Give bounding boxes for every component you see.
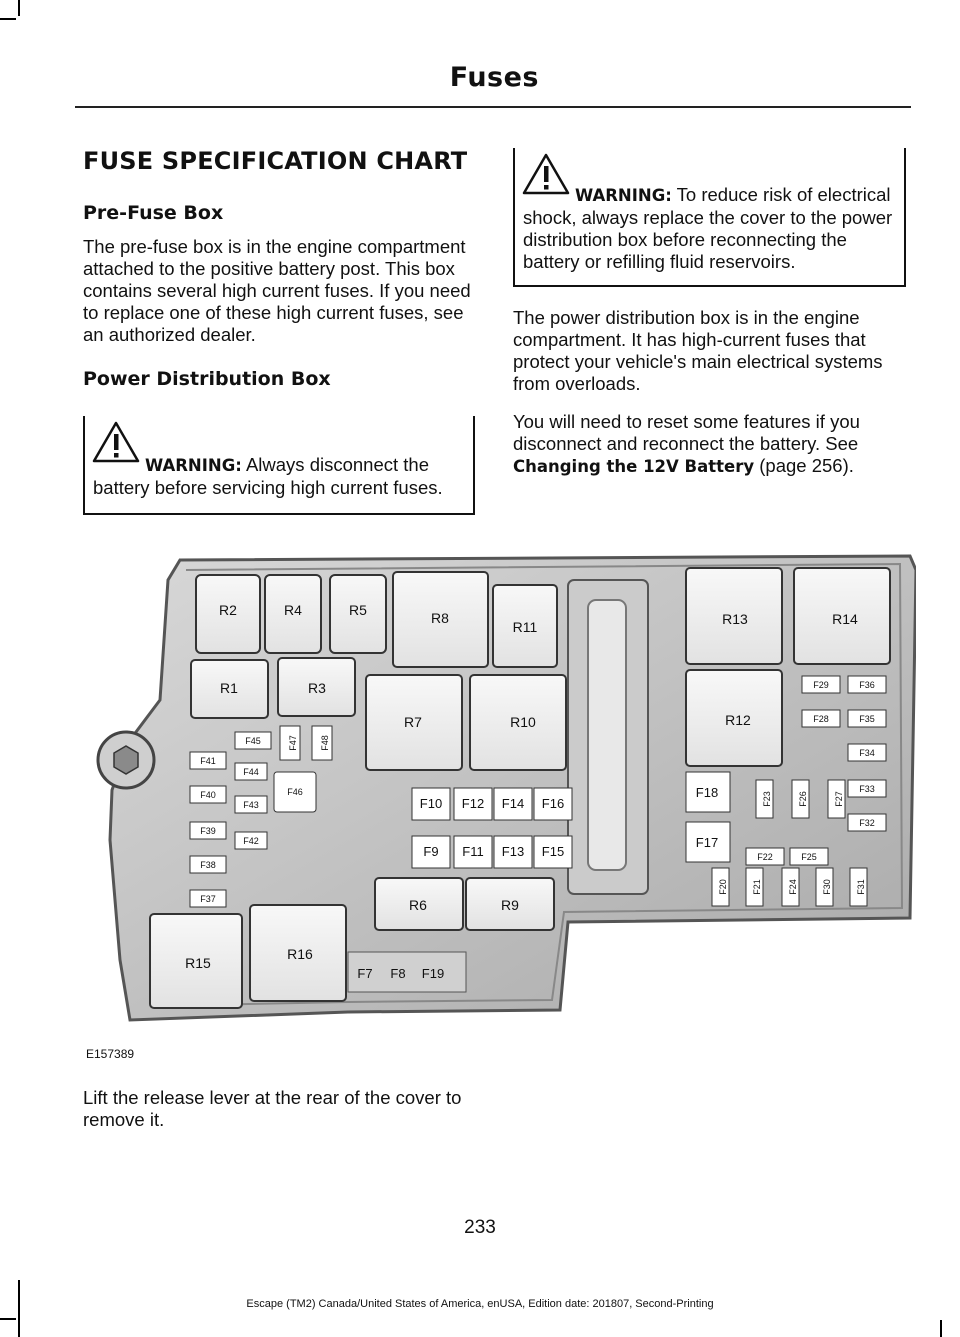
warning-2-lead: WARNING: — [575, 186, 672, 205]
label-f37: F37 — [200, 894, 216, 904]
label-f22: F22 — [757, 852, 773, 862]
label-f16: F16 — [541, 796, 565, 811]
relay-r14 — [794, 568, 890, 664]
warning-triangle-icon — [91, 420, 141, 464]
label-f21: F21 — [752, 879, 762, 895]
label-f26: F26 — [798, 791, 808, 807]
right-column — [513, 148, 908, 494]
fuse-box-diagram — [90, 540, 916, 1065]
label-f34: F34 — [859, 748, 875, 758]
relay-r13 — [686, 568, 782, 664]
left-column — [83, 144, 475, 535]
relay-r4 — [265, 575, 321, 653]
label-r1: R1 — [220, 680, 238, 696]
label-f32: F32 — [859, 818, 875, 828]
label-f7: F7 — [357, 966, 373, 981]
label-r12: R12 — [725, 712, 751, 728]
label-f20: F20 — [718, 879, 728, 895]
label-f45: F45 — [245, 736, 261, 746]
reset-text: You will need to reset some features if you disconnect and reconnect the battery. See — [513, 411, 860, 454]
label-f33: F33 — [859, 784, 875, 794]
label-f48: F48 — [320, 735, 330, 751]
relay-r15 — [150, 914, 242, 1008]
relay-r6 — [375, 878, 463, 930]
label-f38: F38 — [200, 860, 216, 870]
warning-box-1 — [83, 416, 475, 515]
relay-r3 — [278, 658, 355, 716]
pdb-heading: Power Distribution Box — [83, 368, 331, 390]
relay-r12 — [686, 670, 782, 766]
label-f14: F14 — [501, 796, 525, 811]
figure-id: E157389 — [86, 1047, 135, 1061]
warning-box-2 — [513, 148, 906, 287]
label-r3: R3 — [308, 680, 326, 696]
page-number: 233 — [464, 1217, 496, 1238]
label-f40: F40 — [200, 790, 216, 800]
label-f24: F24 — [788, 879, 798, 895]
battery-link[interactable]: Changing the 12V Battery — [513, 457, 755, 476]
label-f13: F13 — [501, 844, 525, 859]
label-f12: F12 — [461, 796, 485, 811]
page-header-title: Fuses — [449, 62, 539, 93]
pdb-paragraph: The power distribution box is in the engine compartment. It has high-current fuses that protect your vehicle's main electrical systems from overloads. — [513, 307, 883, 394]
prefuse-paragraph: The pre-fuse box is in the engine compartment attached to the positive battery post. This box contains several high current fuses. If you need to replace one of these high current fuses, see an authorized dealer. — [83, 236, 471, 345]
warning-1-lead: WARNING: — [145, 456, 242, 475]
label-f18: F18 — [695, 785, 719, 800]
page-ref: (page 256). — [754, 455, 854, 476]
label-f39: F39 — [200, 826, 216, 836]
relay-r1 — [191, 660, 268, 718]
label-r13: R13 — [722, 611, 748, 627]
label-r15: R15 — [185, 955, 211, 971]
label-r5: R5 — [349, 602, 367, 618]
relay-r16 — [250, 905, 346, 1001]
label-r8: R8 — [431, 610, 449, 626]
label-f25: F25 — [801, 852, 817, 862]
relay-r11 — [493, 585, 557, 667]
label-r16: R16 — [287, 946, 313, 962]
label-r14: R14 — [832, 611, 858, 627]
label-f17: F17 — [695, 835, 719, 850]
label-f30: F30 — [822, 879, 832, 895]
figure-caption: Lift the release lever at the rear of the cover to remove it. — [83, 1087, 462, 1130]
label-r4: R4 — [284, 602, 302, 618]
label-r9: R9 — [501, 897, 519, 913]
header-rule — [75, 106, 911, 108]
label-f46: F46 — [287, 787, 303, 797]
label-r2: R2 — [219, 602, 237, 618]
label-r10: R10 — [510, 714, 536, 730]
label-f19: F19 — [421, 966, 445, 981]
label-f23: F23 — [762, 791, 772, 807]
prefuse-heading: Pre-Fuse Box — [83, 202, 224, 224]
label-r11: R11 — [512, 619, 538, 635]
relay-r5 — [330, 575, 386, 653]
label-f10: F10 — [419, 796, 443, 811]
label-f42: F42 — [243, 836, 259, 846]
label-f41: F41 — [200, 756, 216, 766]
warning-1-text: Always disconnect the battery before servicing high current fuses. — [93, 454, 443, 498]
label-f36: F36 — [859, 680, 875, 690]
label-f29: F29 — [813, 680, 829, 690]
relay-r8 — [393, 572, 488, 667]
label-f28: F28 — [813, 714, 829, 724]
label-f44: F44 — [243, 767, 259, 777]
label-f43: F43 — [243, 800, 259, 810]
label-f8: F8 — [390, 966, 406, 981]
label-f31: F31 — [856, 879, 866, 895]
label-f27: F27 — [834, 791, 844, 807]
section-heading: FUSE SPECIFICATION CHART — [83, 147, 468, 175]
warning-triangle-icon — [521, 152, 571, 196]
relay-r9 — [466, 878, 554, 930]
label-r6: R6 — [409, 897, 427, 913]
relay-r2 — [196, 575, 260, 653]
relay-r10 — [470, 675, 566, 770]
reset-paragraph — [513, 411, 908, 478]
label-f15: F15 — [541, 844, 565, 859]
crop-mark-bottom-right-v — [940, 1320, 942, 1337]
relay-r7 — [366, 675, 462, 770]
page-footer: Escape (TM2) Canada/United States of America, enUSA, Edition date: 201807, Second-Printing — [246, 1298, 714, 1310]
label-f9: F9 — [423, 844, 439, 859]
crop-mark-bottom-left-h — [0, 1318, 16, 1320]
label-f35: F35 — [859, 714, 875, 724]
label-f11: F11 — [462, 844, 484, 859]
label-r7: R7 — [404, 714, 422, 730]
crop-mark-top-left-v — [18, 0, 20, 16]
crop-mark-top-left-h — [0, 18, 16, 20]
warning-2-text: To reduce risk of electrical shock, always replace the cover to the power distribution box before reconnecting the battery or refilling fluid reservoirs. — [523, 184, 893, 272]
label-f47: F47 — [288, 735, 298, 751]
